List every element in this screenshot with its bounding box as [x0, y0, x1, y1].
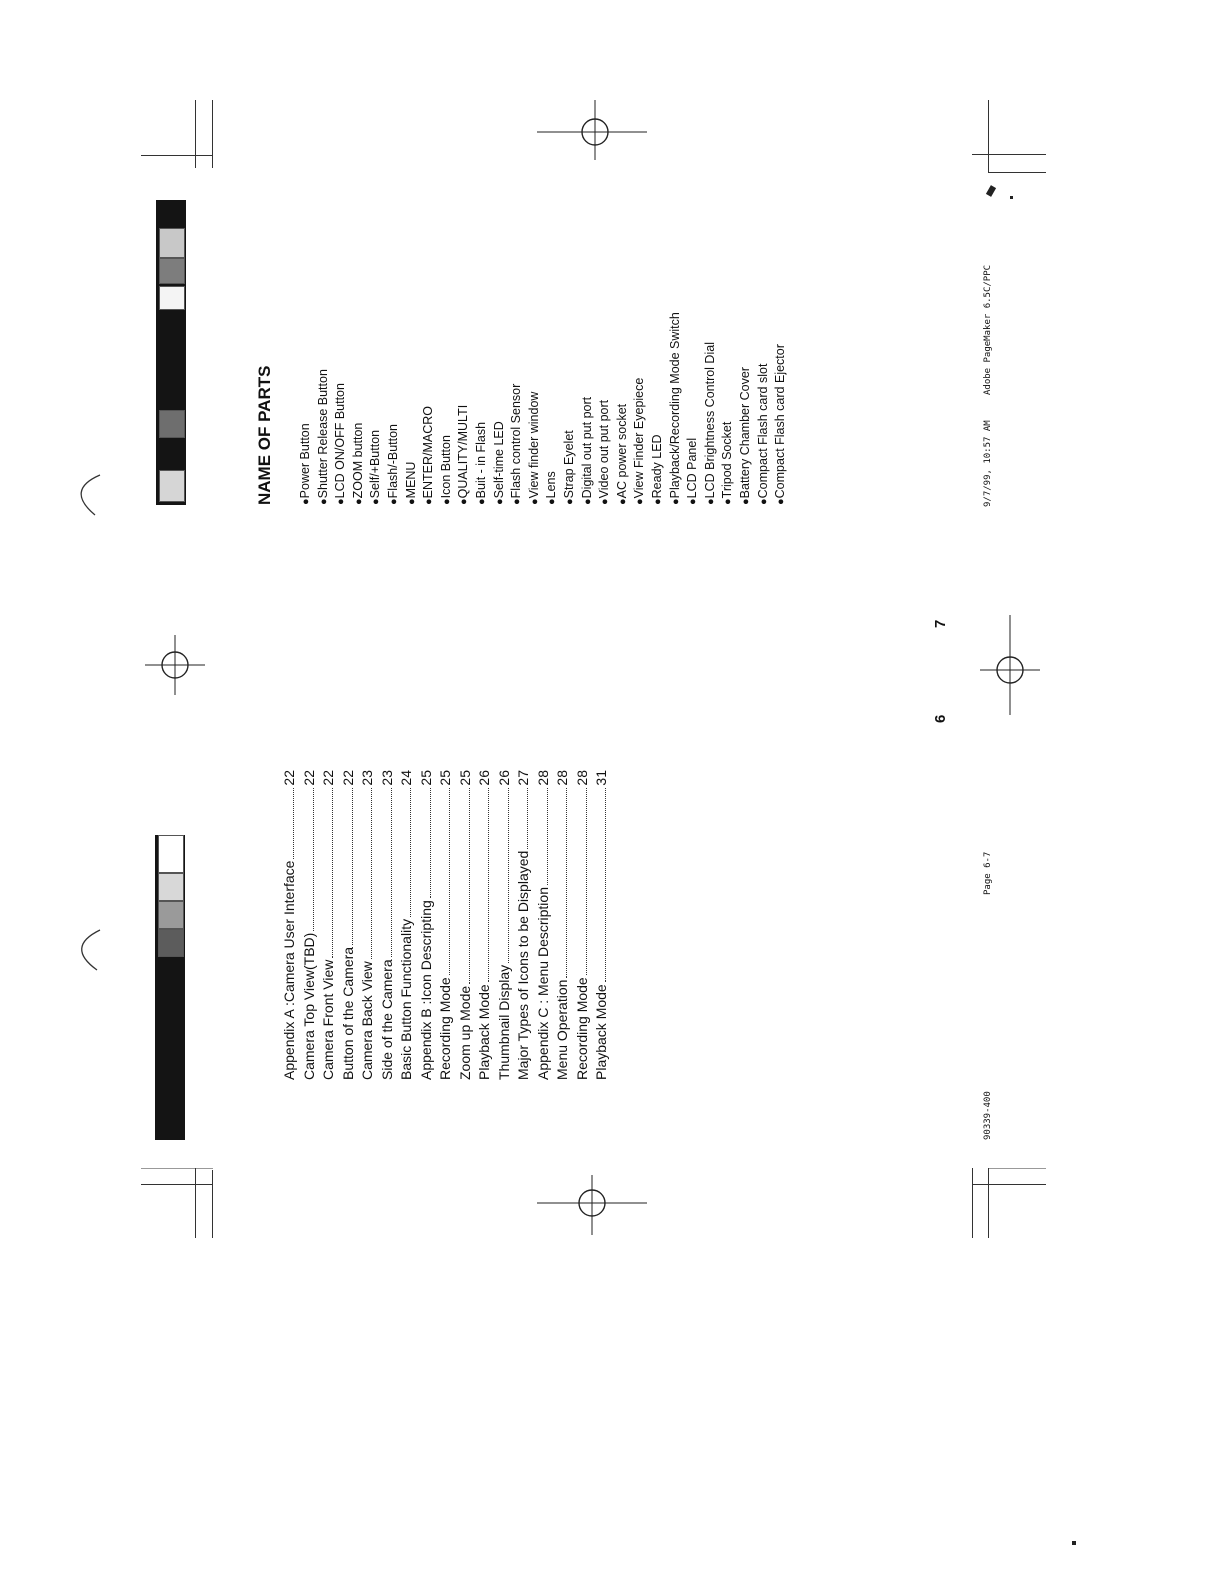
toc-entry-page: 26: [495, 770, 512, 786]
toc-leader-dots: [430, 788, 431, 899]
toc-entry: [554, 770, 571, 1080]
toc-entry-page: 26: [476, 770, 492, 786]
toc-entry-page: 22: [300, 770, 317, 786]
toc-entry: [398, 770, 415, 1080]
toc-entry: [476, 770, 493, 1080]
toc-entry-title: Appendix A :Camera User Interface: [281, 860, 297, 1080]
parts-list-item: [668, 312, 682, 505]
parts-list-item: [720, 422, 734, 505]
bullet-icon: ●: [317, 498, 330, 505]
parts-list-item: [421, 406, 435, 505]
parts-list-item: [298, 423, 312, 505]
parts-list-item: [615, 404, 629, 505]
registration-mark-icon: [980, 615, 1040, 715]
toc-entry-title: Major Types of Icons to be Displayed: [515, 850, 531, 1080]
parts-list-item-label: Shutter Release Button: [315, 369, 330, 499]
bullet-icon: ●: [704, 498, 717, 505]
toc-leader-dots: [488, 788, 489, 983]
toc-entry-title: Side of the Camera: [378, 959, 395, 1080]
toc-leader-dots: [586, 788, 587, 976]
toc-entry: [457, 770, 474, 1080]
bullet-icon: ●: [335, 498, 348, 505]
parts-list-item-label: Flash control Sensor: [509, 383, 524, 499]
toc-entry: [320, 770, 337, 1080]
toc-entry: [281, 770, 298, 1080]
bullet-icon: ●: [352, 498, 365, 505]
page-number-right: 7: [932, 619, 949, 628]
toc-entry-title: Camera Top View(TBD): [300, 932, 317, 1080]
parts-list-item: [333, 383, 347, 505]
parts-list-item-label: Strap Eyelet: [562, 430, 576, 499]
bullet-icon: ●: [528, 498, 541, 505]
bullet-icon: ●: [581, 498, 594, 505]
bullet-icon: ●: [300, 498, 312, 505]
toc-entry: [574, 770, 591, 1080]
parts-list-item-label: Video out put port: [597, 399, 612, 499]
toc-leader-dots: [566, 788, 567, 978]
bullet-icon: ●: [423, 498, 436, 505]
software-label: Adobe PageMaker 6.5C/PPC: [983, 264, 993, 395]
toc-entry-page: 27: [515, 770, 531, 786]
bullet-icon: ●: [669, 498, 682, 505]
toc-leader-dots: [605, 788, 606, 983]
parts-list-item-label: Lens: [544, 471, 559, 499]
parts-list-item: [597, 400, 611, 505]
parts-list-item-label: Icon Button: [438, 435, 453, 499]
registration-mark-icon: [145, 635, 205, 695]
scan-artifact-icon: [55, 470, 105, 520]
bullet-icon: ●: [405, 498, 418, 505]
registration-mark-icon: [537, 1175, 647, 1235]
parts-list-item: [527, 392, 541, 505]
toc-entry-page: 23: [378, 770, 395, 786]
bullet-icon: ●: [722, 498, 735, 505]
parts-list-item: [439, 435, 453, 505]
toc-entry-page: 22: [320, 770, 336, 786]
toc-entry-title: Menu Operation: [554, 979, 570, 1080]
toc-entry: [359, 770, 376, 1080]
parts-list-item-label: LCD Brightness Control Dial: [702, 342, 717, 499]
toc-entry: [418, 770, 435, 1080]
scan-artifact-icon: [55, 925, 105, 975]
parts-list-item-label: Buit - in Flash: [474, 421, 488, 499]
parts-list-item: [492, 421, 506, 505]
registration-mark-icon: [537, 100, 647, 160]
bullet-icon: ●: [388, 498, 400, 505]
toc-entry-title: Basic Button Functionality: [398, 918, 414, 1080]
parts-list-item: [703, 342, 717, 505]
bullet-icon: ●: [493, 498, 506, 505]
parts-list-item-label: Digital out put port: [579, 396, 594, 499]
bullet-icon: ●: [546, 498, 559, 505]
toc-entry: [340, 770, 357, 1080]
parts-list-item: [685, 438, 699, 505]
toc-leader-dots: [391, 788, 392, 958]
toc-leader-dots: [293, 788, 294, 859]
parts-list-item: [368, 430, 382, 505]
scan-artifact-dot: [1010, 196, 1013, 199]
bullet-icon: ●: [599, 498, 612, 505]
toc-entry: [301, 770, 318, 1080]
toc-entry-title: Playback Mode: [593, 984, 609, 1080]
bullet-icon: ●: [616, 498, 629, 505]
parts-list-item-label: Self-time LED: [491, 421, 506, 499]
parts-list-item: [474, 422, 488, 505]
toc-entry-title: Recording Mode: [573, 977, 590, 1080]
toc-entry-title: Camera Front View: [320, 959, 336, 1080]
parts-title: NAME OF PARTS: [255, 365, 274, 505]
toc-entry-title: Appendix B :Icon Descripting: [417, 900, 434, 1080]
parts-list-item-label: ENTER/MACRO: [421, 405, 436, 499]
parts-list-item-label: ZOOM button: [350, 422, 365, 499]
parts-list-item-label: LCD ON/OFF Button: [333, 383, 348, 499]
parts-list-item-label: Flash/-Button: [386, 424, 400, 499]
parts-list-item: [773, 344, 787, 505]
parts-list-item: [738, 367, 752, 505]
toc-entry-title: Recording Mode: [437, 977, 453, 1080]
bullet-icon: ●: [458, 498, 471, 505]
parts-list-item-label: Compact Flash card Ejector: [773, 344, 788, 499]
toc-entry-title: Camera Back View: [359, 961, 375, 1080]
parts-list-item: [509, 384, 523, 505]
parts-list-item-label: Self/+Button: [368, 429, 383, 499]
toc-entry: [379, 770, 396, 1080]
scan-artifact-dot: [986, 185, 996, 197]
toc-leader-dots: [547, 788, 548, 885]
job-id: 90339-400: [983, 1091, 993, 1140]
parts-list-item-label: Tripod Socket: [720, 421, 735, 499]
parts-list-item-label: Battery Chamber Cover: [738, 367, 752, 499]
bullet-icon: ●: [440, 498, 453, 505]
parts-list-item: [756, 364, 770, 505]
parts-list-item: [351, 423, 365, 505]
parts-list-item-label: View finder window: [526, 391, 541, 499]
parts-list-item-label: Compact Flash card slot: [755, 363, 770, 499]
toc-entry-page: 22: [281, 770, 297, 786]
parts-list-item-label: AC power socket: [614, 403, 629, 499]
parts-list-item-label: MENU: [403, 461, 418, 499]
parts-list-item-label: View Finder Eyepiece: [632, 377, 647, 499]
toc-entry: [437, 770, 454, 1080]
toc-leader-dots: [332, 788, 333, 958]
parts-list-item: [456, 405, 470, 505]
bullet-icon: ●: [652, 498, 664, 505]
bullet-icon: ●: [757, 498, 770, 505]
toc-entry-page: 25: [437, 770, 453, 786]
toc-entry: [496, 770, 513, 1080]
bullet-icon: ●: [775, 498, 788, 505]
bullet-icon: ●: [370, 498, 383, 505]
bullet-icon: ●: [740, 498, 752, 505]
toc-entry-page: 28: [554, 770, 570, 786]
parts-list-item-label: QUALITY/MULTI: [456, 404, 471, 499]
parts-list-item-label: Power Button: [298, 423, 312, 499]
bullet-icon: ●: [687, 498, 700, 505]
page-label: Page 6-7: [983, 851, 993, 895]
scan-artifact-dot: [1072, 1541, 1076, 1545]
toc-entry-page: 28: [534, 770, 551, 786]
bullet-icon: ●: [476, 498, 488, 505]
parts-list-item-label: Ready LED: [650, 434, 664, 499]
bullet-icon: ●: [511, 498, 524, 505]
parts-list-item: [404, 462, 418, 505]
toc-entry: [593, 770, 610, 1080]
toc-leader-dots: [352, 788, 353, 945]
toc-entry-title: Appendix C : Menu Description: [534, 887, 551, 1080]
toc-entry-title: Thumbnail Display: [495, 964, 512, 1080]
gray-scale-bar-left: [155, 835, 185, 1140]
parts-list-item: [386, 424, 400, 505]
parts-list-item: [580, 397, 594, 505]
toc-entry-title: Button of the Camera: [339, 946, 356, 1080]
toc-entry-page: 25: [456, 770, 473, 786]
toc-entry: [535, 770, 552, 1080]
toc-leader-dots: [410, 788, 411, 917]
toc-entry-page: 24: [398, 770, 414, 786]
parts-list-item-label: Playback/Recording Mode Switch: [667, 312, 682, 499]
bullet-icon: ●: [564, 498, 576, 505]
toc-entry-title: Playback Mode: [476, 984, 492, 1080]
toc-leader-dots: [527, 788, 528, 849]
toc-leader-dots: [371, 788, 372, 960]
parts-list-item: [544, 471, 558, 505]
toc-leader-dots: [469, 788, 470, 984]
page-number-left: 6: [932, 714, 949, 723]
parts-list-item: [650, 434, 664, 505]
toc-entry: [515, 770, 532, 1080]
bullet-icon: ●: [634, 498, 647, 505]
toc-entry-page: 23: [359, 770, 375, 786]
toc-entry-page: 22: [339, 770, 356, 786]
timestamp: 9/7/99, 10:57 AM: [983, 420, 993, 507]
parts-list-item: [632, 378, 646, 505]
parts-list-item: [562, 430, 576, 505]
parts-list-item: [316, 369, 330, 505]
toc-entry-page: 25: [417, 770, 434, 786]
toc-leader-dots: [508, 788, 509, 963]
parts-list-item-label: LCD Panel: [685, 437, 700, 499]
toc-leader-dots: [313, 788, 314, 931]
toc-leader-dots: [449, 788, 450, 976]
toc-entry-page: 31: [593, 770, 609, 786]
toc-entry-page: 28: [573, 770, 590, 786]
gray-scale-bar-right: [156, 200, 186, 505]
toc-entry-title: Zoom up Mode: [456, 985, 473, 1080]
